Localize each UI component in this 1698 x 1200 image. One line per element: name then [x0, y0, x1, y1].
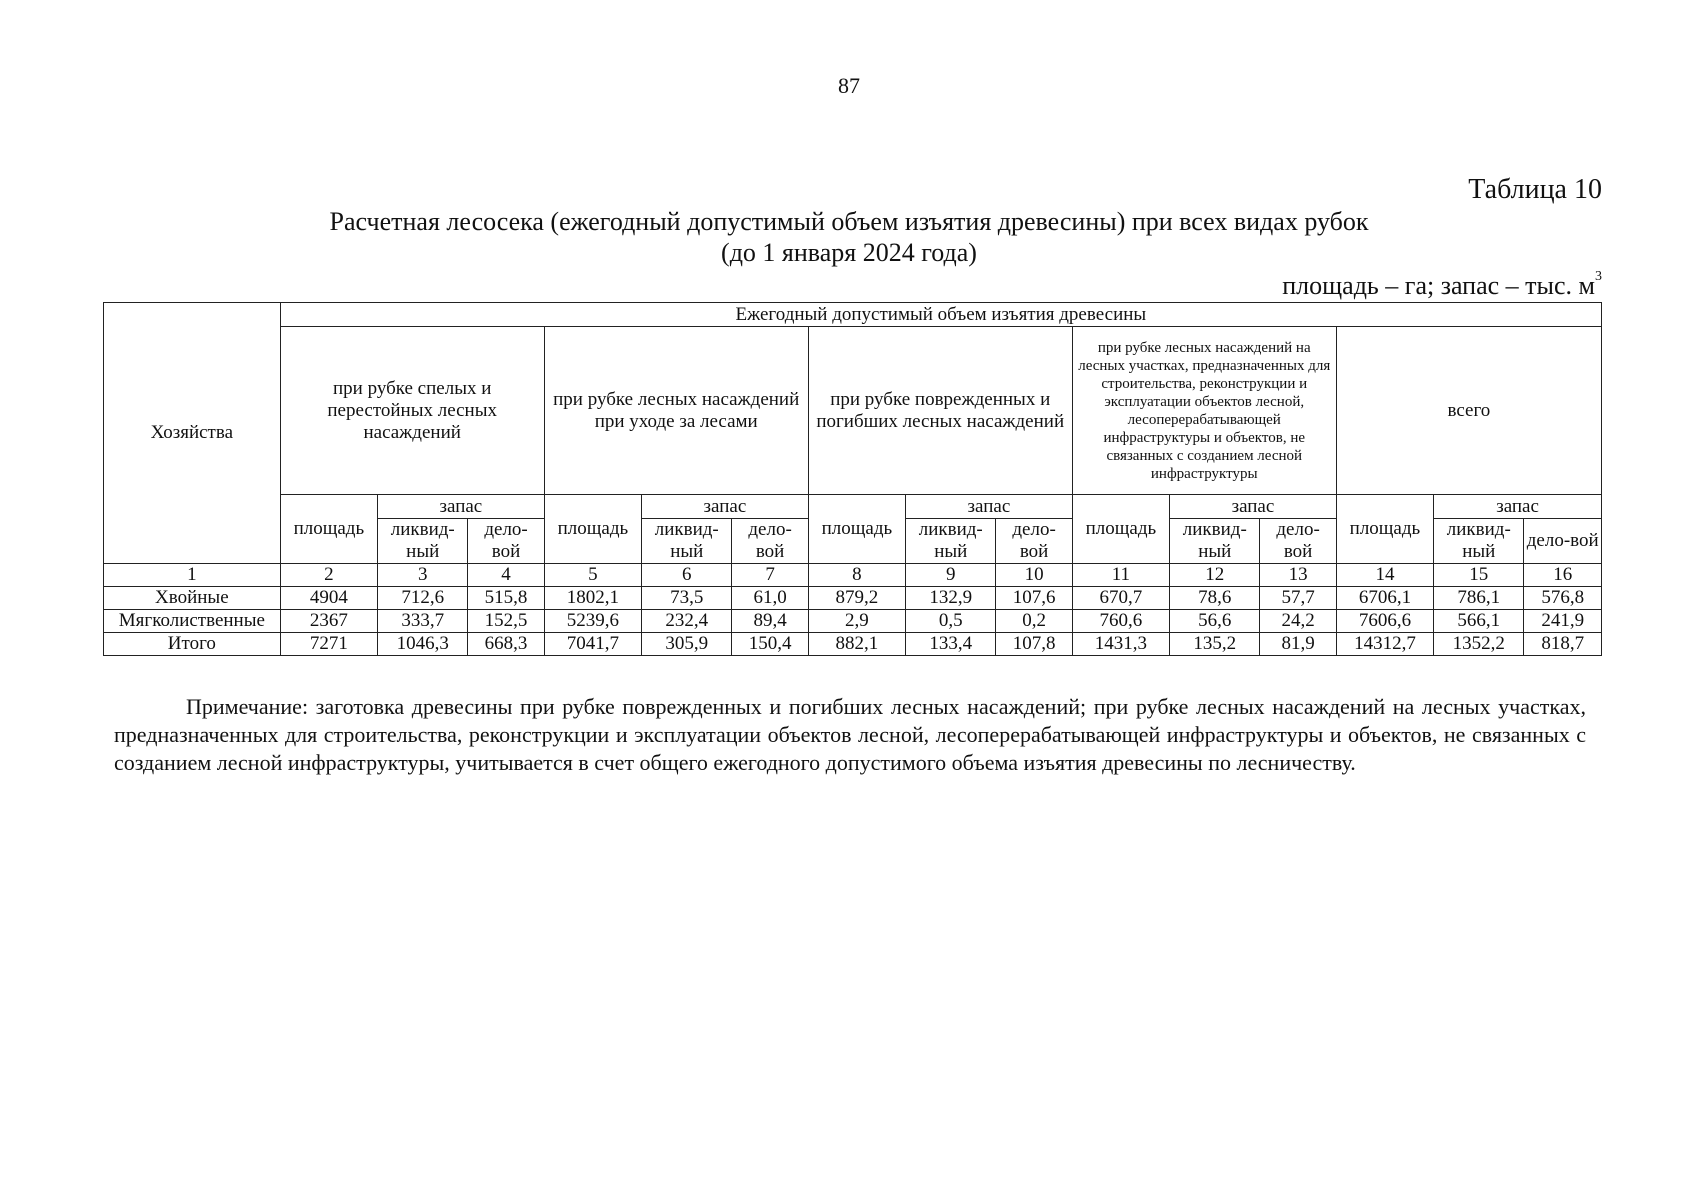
table-cell: 78,6 — [1170, 587, 1260, 610]
area-header: площадь — [808, 495, 905, 564]
business-header: дело-вой — [1260, 519, 1336, 564]
document-title — [0, 206, 1698, 268]
title-line-2: (до 1 января 2024 года) — [721, 238, 977, 267]
table-cell: 1352,2 — [1434, 633, 1524, 656]
table-cell: 4904 — [280, 587, 377, 610]
area-header: площадь — [1336, 495, 1433, 564]
table-cell: 152,5 — [468, 610, 544, 633]
column-number-cell: 15 — [1434, 564, 1524, 587]
group-header-total: всего — [1336, 327, 1601, 495]
table-cell: 760,6 — [1072, 610, 1169, 633]
table-cell: 57,7 — [1260, 587, 1336, 610]
units-text: площадь – га; запас – тыс. м — [1282, 271, 1595, 300]
table-cell: 133,4 — [906, 633, 996, 656]
stock-header: запас — [642, 495, 809, 519]
column-number-cell: 10 — [996, 564, 1072, 587]
column-number-cell: 14 — [1336, 564, 1433, 587]
table-cell: 786,1 — [1434, 587, 1524, 610]
liquid-header: ликвид-ный — [642, 519, 732, 564]
table-cell: 566,1 — [1434, 610, 1524, 633]
header-row-groups — [104, 327, 1602, 495]
table-cell: 7606,6 — [1336, 610, 1433, 633]
liquid-header: ликвид-ный — [1170, 519, 1260, 564]
table-cell: 5239,6 — [544, 610, 641, 633]
table-cell: 61,0 — [732, 587, 808, 610]
page-number: 87 — [838, 73, 860, 98]
table-row — [104, 633, 1602, 656]
table-cell: 305,9 — [642, 633, 732, 656]
column-number-cell: 2 — [280, 564, 377, 587]
title-line-1: Расчетная лесосека (ежегодный допустимый объем изъятия древесины) при всех видах рубок — [329, 207, 1369, 236]
table-cell: 0,2 — [996, 610, 1072, 633]
column-number-cell: 1 — [104, 564, 281, 587]
row-name-cell: Итого — [104, 633, 281, 656]
table-cell: 14312,7 — [1336, 633, 1433, 656]
row-name-cell: Хвойные — [104, 587, 281, 610]
top-header-cell: Ежегодный допустимый объем изъятия древесины — [280, 303, 1601, 327]
table-row — [104, 587, 1602, 610]
table-cell: 135,2 — [1170, 633, 1260, 656]
units-caption — [1282, 271, 1602, 301]
group-header-mature: при рубке спелых и перестойных лесных насаждений — [280, 327, 544, 495]
table-cell: 81,9 — [1260, 633, 1336, 656]
column-number-cell: 8 — [808, 564, 905, 587]
table-cell: 107,6 — [996, 587, 1072, 610]
table-cell: 89,4 — [732, 610, 808, 633]
table-label: Таблица 10 — [1468, 174, 1602, 205]
table-cell: 232,4 — [642, 610, 732, 633]
header-row-top — [104, 303, 1602, 327]
table-cell: 107,8 — [996, 633, 1072, 656]
table-cell: 333,7 — [378, 610, 468, 633]
row-header-cell: Хозяйства — [104, 303, 281, 564]
table-row — [104, 610, 1602, 633]
column-number-cell: 5 — [544, 564, 641, 587]
table-cell: 132,9 — [906, 587, 996, 610]
column-number-cell: 9 — [906, 564, 996, 587]
column-number-cell: 3 — [378, 564, 468, 587]
column-number-cell: 7 — [732, 564, 808, 587]
table-cell: 515,8 — [468, 587, 544, 610]
business-header: дело-вой — [468, 519, 544, 564]
column-number-cell: 4 — [468, 564, 544, 587]
liquid-header: ликвид-ный — [1434, 519, 1524, 564]
footnote: Примечание: заготовка древесины при рубке поврежденных и погибших лесных насаждений; при рубке лесных насаждений на лесных участках, предназначенных для строительства, реконструкции и эксплуатации объектов лесной, лесоперерабатывающей инфраструктуры и объектов, не связанных с созданием лесной инфраструктуры, учитывается в счет общего ежегодного допустимого объема изъятия древесины по лесничеству. — [114, 694, 1586, 775]
liquid-header: ликвид-ный — [906, 519, 996, 564]
business-header: дело-вой — [1524, 519, 1602, 564]
table-cell: 73,5 — [642, 587, 732, 610]
business-header: дело-вой — [996, 519, 1072, 564]
column-number-cell: 13 — [1260, 564, 1336, 587]
group-header-thinning: при рубке лесных насаждений при уходе за лесами — [544, 327, 808, 495]
table-cell: 2,9 — [808, 610, 905, 633]
table-cell: 6706,1 — [1336, 587, 1433, 610]
table-cell: 1802,1 — [544, 587, 641, 610]
group-header-damaged: при рубке поврежденных и погибших лесных насаждений — [808, 327, 1072, 495]
stock-header: запас — [1170, 495, 1337, 519]
table-cell: 241,9 — [1524, 610, 1602, 633]
table-cell: 576,8 — [1524, 587, 1602, 610]
header-row-stock — [104, 495, 1602, 519]
table-body — [104, 564, 1602, 656]
table-cell: 882,1 — [808, 633, 905, 656]
business-header: дело-вой — [732, 519, 808, 564]
row-name-cell: Мягколиственные — [104, 610, 281, 633]
column-number-cell: 6 — [642, 564, 732, 587]
table-cell: 818,7 — [1524, 633, 1602, 656]
table-cell: 7041,7 — [544, 633, 641, 656]
table-cell: 7271 — [280, 633, 377, 656]
table-cell: 712,6 — [378, 587, 468, 610]
group-header-construction: при рубке лесных насаждений на лесных участках, предназначенных для строительства, реконструкции и эксплуатации объектов лесной, лесоперерабатывающей инфраструктуры и объектов, не связанных с созданием лесной инфраструктуры — [1072, 327, 1336, 495]
area-header: площадь — [1072, 495, 1169, 564]
table-cell: 670,7 — [1072, 587, 1169, 610]
table-cell: 1431,3 — [1072, 633, 1169, 656]
column-number-cell: 16 — [1524, 564, 1602, 587]
table-cell: 2367 — [280, 610, 377, 633]
column-number-cell: 12 — [1170, 564, 1260, 587]
area-header: площадь — [280, 495, 377, 564]
units-superscript: 3 — [1595, 269, 1602, 285]
stock-header: запас — [378, 495, 545, 519]
table-cell: 0,5 — [906, 610, 996, 633]
harvest-table — [103, 302, 1602, 656]
column-number-row — [104, 564, 1602, 587]
table-cell: 879,2 — [808, 587, 905, 610]
table-cell: 24,2 — [1260, 610, 1336, 633]
area-header: площадь — [544, 495, 641, 564]
table-cell: 56,6 — [1170, 610, 1260, 633]
liquid-header: ликвид-ный — [378, 519, 468, 564]
stock-header: запас — [906, 495, 1073, 519]
table-cell: 150,4 — [732, 633, 808, 656]
column-number-cell: 11 — [1072, 564, 1169, 587]
stock-header: запас — [1434, 495, 1602, 519]
table-cell: 668,3 — [468, 633, 544, 656]
table-cell: 1046,3 — [378, 633, 468, 656]
